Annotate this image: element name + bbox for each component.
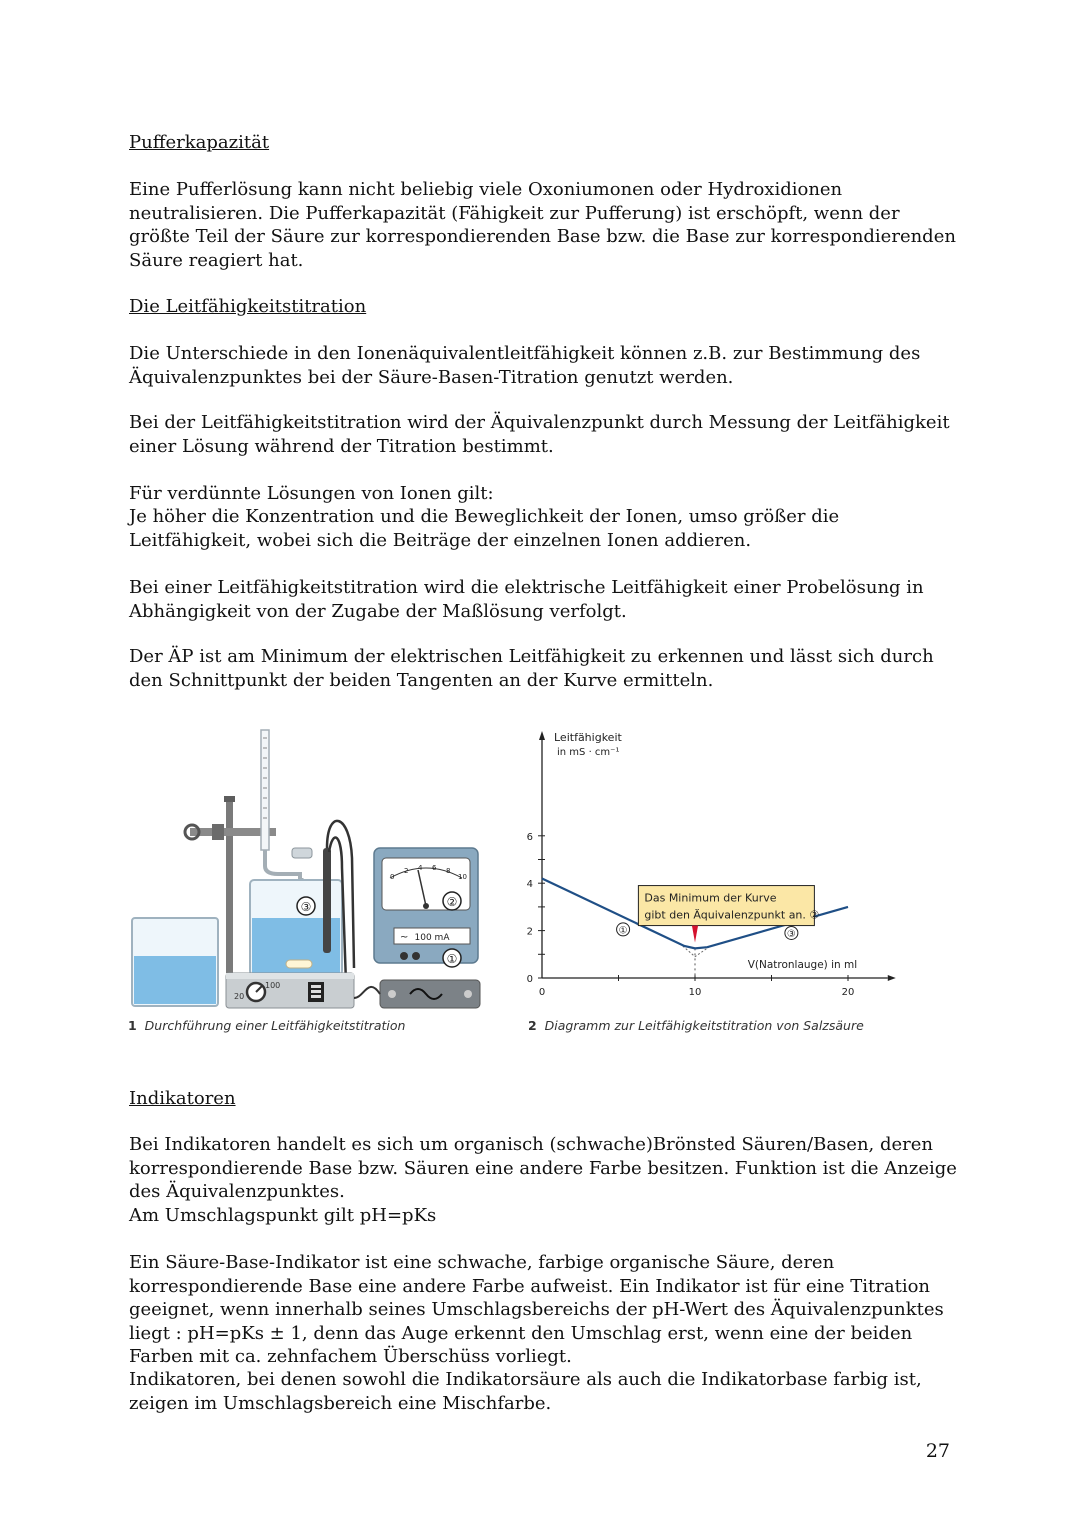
y-tick-label-4: 4 <box>526 879 533 891</box>
heading-pufferkapazitaet: Pufferkapazität <box>129 132 270 153</box>
paragraph-leitfaehigkeit-3a: Für verdünnte Lösungen von Ionen gilt: <box>129 483 494 504</box>
meter-tick-4: 4 <box>418 864 423 872</box>
paragraph-indikatoren-4: Indikatoren, bei denen sowohl die Indikatorsäure als auch die Indikatorbase farbig ist, zeigen im Umschlagsbereich eine Mischfarbe. <box>129 1369 922 1414</box>
y-tick-label-0: 0 <box>526 974 533 985</box>
chart-marker-3-label: ③ <box>786 928 796 940</box>
paragraph-leitfaehigkeit-3b: Je höher die Konzentration und die Beweglichkeit der Ionen, umso größer die Leitfähigkeit, wobei sich die Beiträge der einzelnen Ionen addieren. <box>129 506 840 551</box>
heading-leitfaehigkeitstitration: Die Leitfähigkeitstitration <box>129 296 367 317</box>
x-tick-label-20: 20 <box>841 987 855 998</box>
meter-tick-10: 10 <box>458 873 467 881</box>
stirrer-max-label: 100 <box>265 981 281 990</box>
paragraph-leitfaehigkeit-2: Bei der Leitfähigkeitstitration wird der Äquivalenzpunkt durch Messung der Leitfähigkeit einer Lösung während der Titration bestimmt. <box>129 412 950 457</box>
meter-tick-2: 2 <box>404 867 409 875</box>
y-axis-label-line1: Leitfähigkeit <box>554 731 622 744</box>
paragraph-leitfaehigkeit-4: Bei einer Leitfähigkeitstitration wird die elektrische Leitfähigkeit einer Probelösung in Abhängigkeit von der Zugabe der Maßlösung verfolgt. <box>129 577 924 622</box>
chart-marker-1-label: ① <box>618 925 628 937</box>
meter-tick-8: 8 <box>446 867 451 875</box>
heading-indikatoren: Indikatoren <box>129 1088 236 1109</box>
paragraph-pufferkapazitaet: Eine Pufferlösung kann nicht beliebig viele Oxoniumonen oder Hydroxidionen neutralisieren. Die Pufferkapazität (Fähigkeit zur Pufferung) ist erschöpft, wenn der größte Teil der Säure zur korrespondierenden Base bzw. die Base zur korrespondierenden Säure reagiert hat. <box>129 179 956 271</box>
x-axis-label: V(Natronlauge) in ml <box>747 959 858 971</box>
figure1-caption-number: 1 <box>128 1018 137 1033</box>
paragraph-indikatoren-3: Ein Säure-Base-Indikator ist eine schwache, farbige organische Säure, deren korrespondierende Base eine andere Farbe aufweist. Ein Indikator ist für eine Titration geeignet, wenn innerhalb seines Umschlagsbereichs der pH-Wert des Äquivalenzpunktes liegt : pH=pKs ± 1, denn das Auge erkennt den Umschlag erst, wenn eine der beiden Farben mit ca. zehnfachem Überschüss vorliegt. <box>129 1252 944 1367</box>
y-tick-label-6: 6 <box>526 831 533 843</box>
paragraph-indikatoren-1: Bei Indikatoren handelt es sich um organisch (schwache)Brönsted Säuren/Basen, deren korrespondierende Base bzw. Säuren eine andere Farbe besitzen. Funktion ist die Anzeige des Äquivalenzpunktes. <box>129 1134 957 1202</box>
paragraph-leitfaehigkeit-5: Der ÄP ist am Minimum der elektrischen Leitfähigkeit zu erkennen und lässt sich durch den Schnittpunkt der beiden Tangenten an der Kurve ermitteln. <box>129 646 934 691</box>
figure-area <box>128 728 918 1040</box>
figure1-caption <box>128 1018 405 1033</box>
x-axis-arrow <box>888 975 896 981</box>
meter-range-label: 100 mA <box>414 933 450 943</box>
paragraph-leitfaehigkeit-1: Die Unterschiede in den Ionenäquivalentleitfähigkeit können z.B. zur Bestimmung des Äquivalenzpunktes bei der Säure-Basen-Titration genutzt werden. <box>129 343 921 388</box>
svg-text:~: ~ <box>400 932 409 943</box>
y-axis-label-line2: in mS · cm⁻¹ <box>557 747 620 758</box>
annotation-arrow <box>692 926 698 943</box>
x-tick-label-10: 10 <box>688 987 702 998</box>
marker-2-label: ② <box>446 895 458 909</box>
marker-3-label: ③ <box>300 900 312 914</box>
titration-apparatus-illustration <box>128 728 488 1018</box>
page-number: 27 <box>925 1440 950 1462</box>
y-axis-arrow <box>539 731 545 740</box>
annotation-text-line2: gibt den Äquivalenzpunkt an. ② <box>644 908 820 922</box>
meter-tick-6: 6 <box>432 864 437 872</box>
conductivity-titration-chart <box>526 728 916 1013</box>
meter-tick-0: 0 <box>390 873 395 881</box>
figure1-caption-text: Durchführung einer Leitfähigkeitstitration <box>144 1018 406 1033</box>
figure2-caption <box>528 1018 864 1033</box>
marker-1-label: ① <box>446 952 458 966</box>
x-tick-label-0: 0 <box>538 987 546 998</box>
stirrer-min-label: 20 <box>234 992 245 1001</box>
paragraph-indikatoren-2: Am Umschlagspunkt gilt pH=pKs <box>129 1205 437 1226</box>
annotation-text-line1: Das Minimum der Kurve <box>644 891 777 905</box>
y-tick-label-2: 2 <box>526 926 533 938</box>
figure2-caption-text: Diagramm zur Leitfähigkeitstitration von Salzsäure <box>544 1018 864 1033</box>
figure2-caption-number: 2 <box>528 1018 537 1033</box>
